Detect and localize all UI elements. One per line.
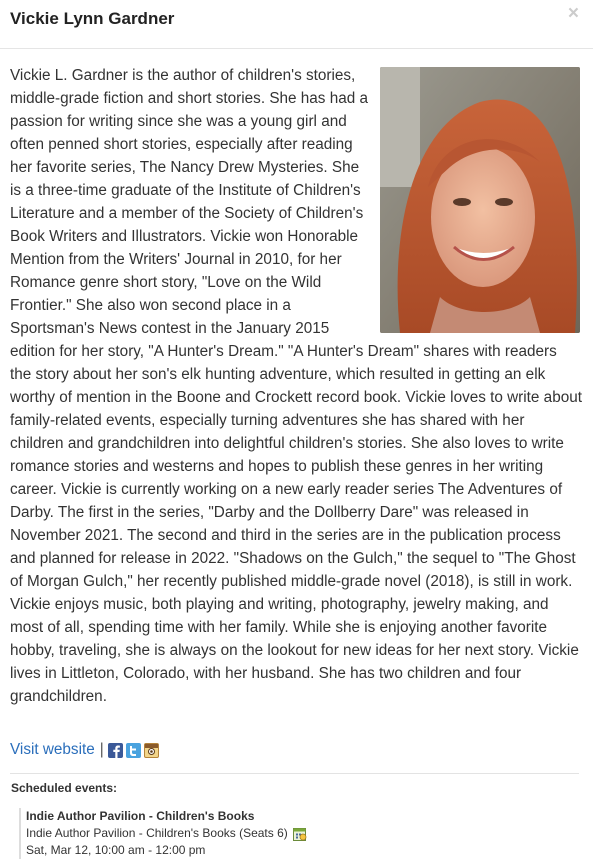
link-separator: | <box>99 741 104 758</box>
modal-body <box>10 64 582 708</box>
event-location: Indie Author Pavilion - Children's Books (Seats 6) <box>26 826 288 840</box>
author-photo-image <box>380 67 580 333</box>
close-icon[interactable]: × <box>567 3 579 24</box>
event-item <box>19 808 307 859</box>
event-title: Indie Author Pavilion - Children's Books <box>26 809 255 823</box>
twitter-icon[interactable] <box>126 743 141 758</box>
event-location-row <box>26 825 307 842</box>
instagram-icon[interactable] <box>144 743 159 758</box>
facebook-icon[interactable] <box>108 743 123 758</box>
calendar-glyph <box>293 827 307 841</box>
facebook-glyph <box>108 743 123 758</box>
section-divider <box>10 773 579 774</box>
author-bio: Vickie L. Gardner is the author of children's stories, middle-grade fiction and short stories. She has had a passion for writing since she was a young girl and often penned short stories, especially after reading her favorite series, The Nancy Drew Mysteries. She is a three-time graduate of the Institute of Children's Literature and a member of the Society of Children's Book Writers and Illustrators. Vickie won Honorable Mention from the Writers' Journal in 2010, for her Romance genre short story, "Love on the Wild Frontier." She also won second place in a Sportsman's News contest in the January 2015 edition for her story, "A Hunter's Dream." "A Hunter's Dream" shares with readers the story about her son's elk hunting adventure, which resulted in getting an elk worthy of mention in the Boone and Crockett record book. Vickie loves to write about family-related events, especially turning adventures she has shared with her children and grandchildren into delightful children's stories. She also loves to write romance stories and westerns and hopes to publish these genres in her writing career. Vickie is currently working on a new early reader series The Adventures of Darby. The first in the series, "Darby and the Dollberry Dare" was released in November 2021. The second and third in the series are in the publication process and planned for release in 2022. "Shadows on the Gulch," the sequel to "The Ghost of Morgan Gulch," her recently published middle-grade novel (2018), is still in work. Vickie enjoys music, both playing and writing, photography, jewelry making, and most of all, spending time with her family. While she is enjoying another favorite hobby, traveling, she is always on the lookout for new ideas for her next story. Vickie lives in Littleton, Colorado, with her husband. She has two children and four grandchildren. <box>10 67 582 705</box>
modal-title: Vickie Lynn Gardner <box>10 9 175 28</box>
add-to-calendar-icon[interactable] <box>293 827 307 841</box>
twitter-glyph <box>126 743 141 758</box>
author-links <box>10 738 162 762</box>
instagram-glyph <box>145 744 158 757</box>
event-time: Sat, Mar 12, 10:00 am - 12:00 pm <box>26 843 206 857</box>
modal-header <box>0 0 593 49</box>
visit-website-link[interactable]: Visit website <box>10 741 95 758</box>
scheduled-events-heading: Scheduled events: <box>11 781 118 795</box>
author-photo <box>380 67 580 333</box>
